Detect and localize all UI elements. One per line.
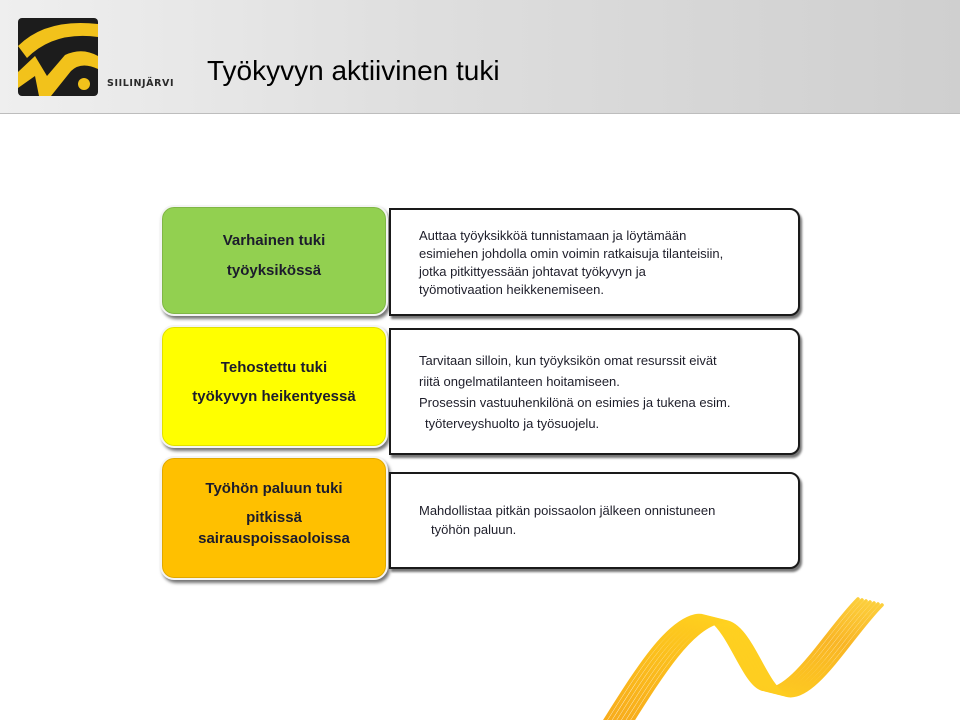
level-label-line: Tehostettu tuki (220, 359, 328, 376)
description-line: Tarvitaan silloin, kun työyksikön omat resurssit eivät (419, 353, 717, 368)
level-label-line: sairauspoissaoloissa (198, 530, 350, 547)
description-line: Prosessin vastuuhenkilönä on esimies ja tukena esim. (419, 395, 731, 410)
description-line: työterveyshuolto ja työsuojelu. (425, 416, 600, 431)
level-label-line: Varhainen tuki (222, 232, 326, 249)
description-line: riitä ongelmatilanteen hoitamiseen. (419, 374, 620, 389)
description-line: Mahdollistaa pitkän poissaolon jälkeen onnistuneen (419, 503, 716, 518)
description-line: työmotivaation heikkenemiseen. (419, 282, 604, 297)
level-box-enhanced-support (160, 325, 388, 448)
slide-header (0, 0, 960, 114)
level-label-line: Työhön paluun tuki (205, 480, 343, 497)
level-label-line: pitkissä (246, 509, 302, 526)
slide-title: Työkyvyn aktiivinen tuki (207, 55, 500, 86)
level-label-line: työyksikössä (226, 262, 322, 279)
description-box-enhanced-support (389, 328, 800, 455)
level-box-return-to-work-support (160, 456, 388, 580)
description-line: jotka pitkittyessään johtavat työkyvyn ja (419, 264, 646, 279)
description-box-return-to-work-support (389, 472, 800, 569)
level-box-early-support (160, 205, 388, 316)
logo-wordmark: SIILINJÄRVI (107, 78, 175, 89)
description-line: Auttaa työyksikköä tunnistamaan ja löytämään (419, 228, 687, 243)
swoosh-graphic (590, 585, 890, 720)
description-box-early-support (389, 208, 800, 316)
level-label-line: työkyvyn heikentyessä (192, 388, 356, 405)
description-line: esimiehen johdolla omin voimin ratkaisuja tilanteisiin, (419, 246, 724, 261)
siilinjarvi-logo-icon (18, 18, 98, 96)
description-line: työhön paluun. (431, 522, 517, 537)
